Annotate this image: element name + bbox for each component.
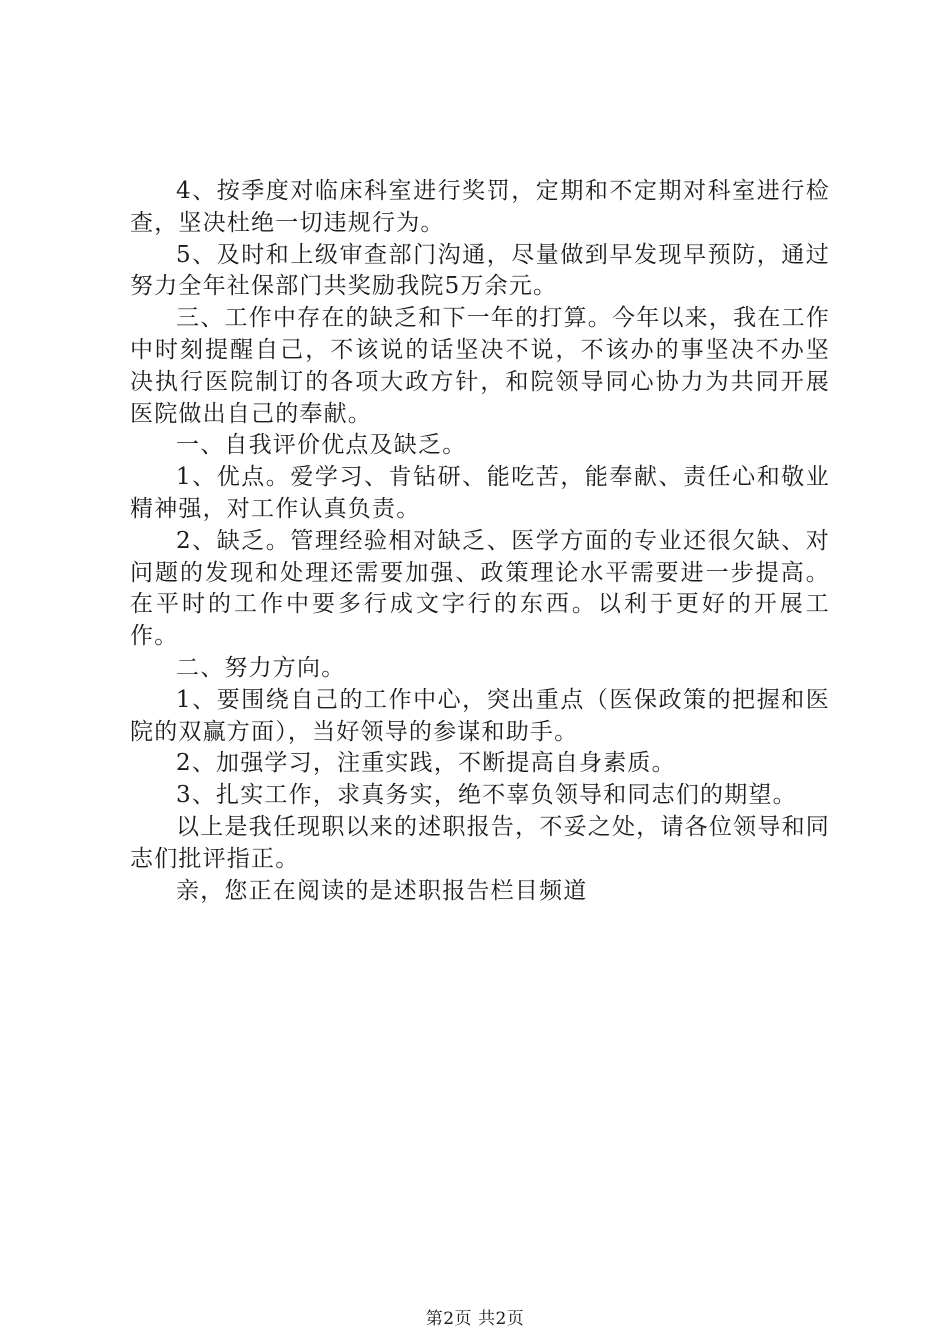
paragraph-item-5-communication: 5、及时和上级审查部门沟通，尽量做到早发现早预防，通过努力全年社保部门共奖励我院5万余元。 <box>130 241 830 300</box>
paragraph-direction-heading: 二、努力方向。 <box>176 654 346 681</box>
document-body <box>130 176 830 907</box>
paragraph-weaknesses: 2、缺乏。管理经验相对缺乏、医学方面的专业还很欠缺、对问题的发现和处理还需要加强、政策理论水平需要进一步提高。在平时的工作中要多行成文字行的东西。以利于更好的开展工作。 <box>130 527 830 650</box>
paragraph-self-evaluation-heading: 一、自我评价优点及缺乏。 <box>176 432 467 459</box>
paragraph-channel-note: 亲，您正在阅读的是述职报告栏目频道 <box>176 877 588 904</box>
page-number-footer: 第2页 共2页 <box>425 1309 525 1329</box>
paragraph-direction-1: 1、要围绕自己的工作中心，突出重点（医保政策的把握和医院的双赢方面），当好领导的参谋和助手。 <box>130 686 830 745</box>
paragraph-conclusion: 以上是我任现职以来的述职报告，不妥之处，请各位领导和同志们批评指正。 <box>130 813 830 872</box>
paragraph-direction-2: 2、加强学习，注重实践，不断提高自身素质。 <box>176 750 676 777</box>
paragraph-strengths: 1、优点。爱学习、肯钻研、能吃苦，能奉献、责任心和敬业精神强，对工作认真负责。 <box>130 464 830 522</box>
paragraph-item-4-rewards: 4、按季度对临床科室进行奖罚，定期和不定期对科室进行检查，坚决杜绝一切违规行为。 <box>130 178 830 236</box>
paragraph-direction-3: 3、扎实工作，求真务实，绝不辜负领导和同志们的期望。 <box>176 782 797 809</box>
paragraph-section-3-shortcomings: 三、工作中存在的缺乏和下一年的打算。今年以来，我在工作中时刻提醒自己，不该说的话坚决不说，不该办的事坚决不办坚决执行医院制订的各项大政方针，和院领导同心协力为共同开展医院做出自己的奉献。 <box>130 305 830 427</box>
